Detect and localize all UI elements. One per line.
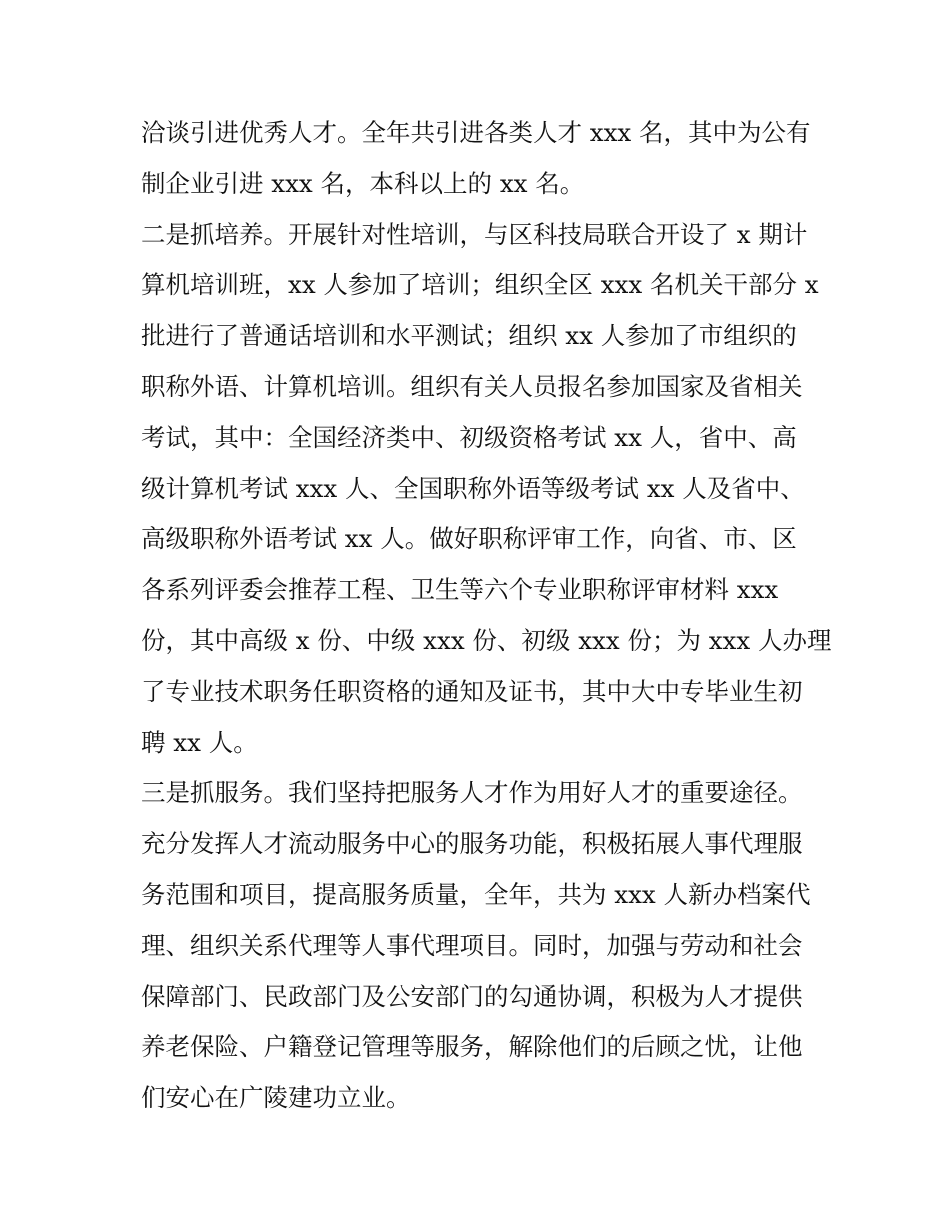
text-line-16: 务范围和项目，提高服务质量，全年，共为 xxx 人新办档案代 [141, 879, 811, 909]
text-line-9: 高级职称外语考试 xx 人。做好职称评审工作，向省、市、区 [141, 524, 797, 554]
text-line-14: 三是抓服务。我们坚持把服务人才作为用好人才的重要途径。 [141, 778, 803, 808]
text-line-18: 保障部门、民政部门及公安部门的勾通协调，积极为人才提供 [141, 981, 803, 1011]
text-line-19: 养老保险、户籍登记管理等服务，解除他们的后顾之忧，让他 [141, 1032, 803, 1062]
document-body [141, 108, 832, 1124]
text-line-4: 算机培训班，xx 人参加了培训；组织全区 xxx 名机关干部分 x [141, 270, 819, 300]
text-line-15: 充分发挥人才流动服务中心的服务功能，积极拓展人事代理服 [141, 829, 803, 859]
text-line-6: 职称外语、计算机培训。组织有关人员报名参加国家及省相关 [141, 371, 803, 401]
text-line-10: 各系列评委会推荐工程、卫生等六个专业职称评审材料 xxx [141, 575, 779, 605]
text-line-20: 们安心在广陵建功立业。 [141, 1083, 411, 1113]
text-line-2: 制企业引进 xxx 名，本科以上的 xx 名。 [141, 168, 585, 198]
text-line-1: 洽谈引进优秀人才。全年共引进各类人才 xxx 名，其中为公有 [141, 118, 811, 147]
text-line-7: 考试，其中：全国经济类中、初级资格考试 xx 人，省中、高 [141, 422, 797, 452]
text-line-11: 份，其中高级 x 份、中级 xxx 份、初级 xxx 份；为 xxx 人办理 [141, 625, 832, 655]
text-line-17: 理、组织关系代理等人事代理项目。同时，加强与劳动和社会 [141, 930, 803, 960]
text-line-5: 批进行了普通话培训和水平测试；组织 xx 人参加了市组织的 [141, 321, 797, 351]
text-line-3: 二是抓培养。开展针对性培训，与区科技局联合开设了 x 期计 [141, 219, 808, 249]
text-line-13: 聘 xx 人。 [141, 727, 258, 757]
text-line-12: 了专业技术职务任职资格的通知及证书，其中大中专毕业生初 [141, 676, 803, 706]
text-line-8: 级计算机考试 xxx 人、全国职称外语等级考试 xx 人及省中、 [141, 473, 805, 503]
